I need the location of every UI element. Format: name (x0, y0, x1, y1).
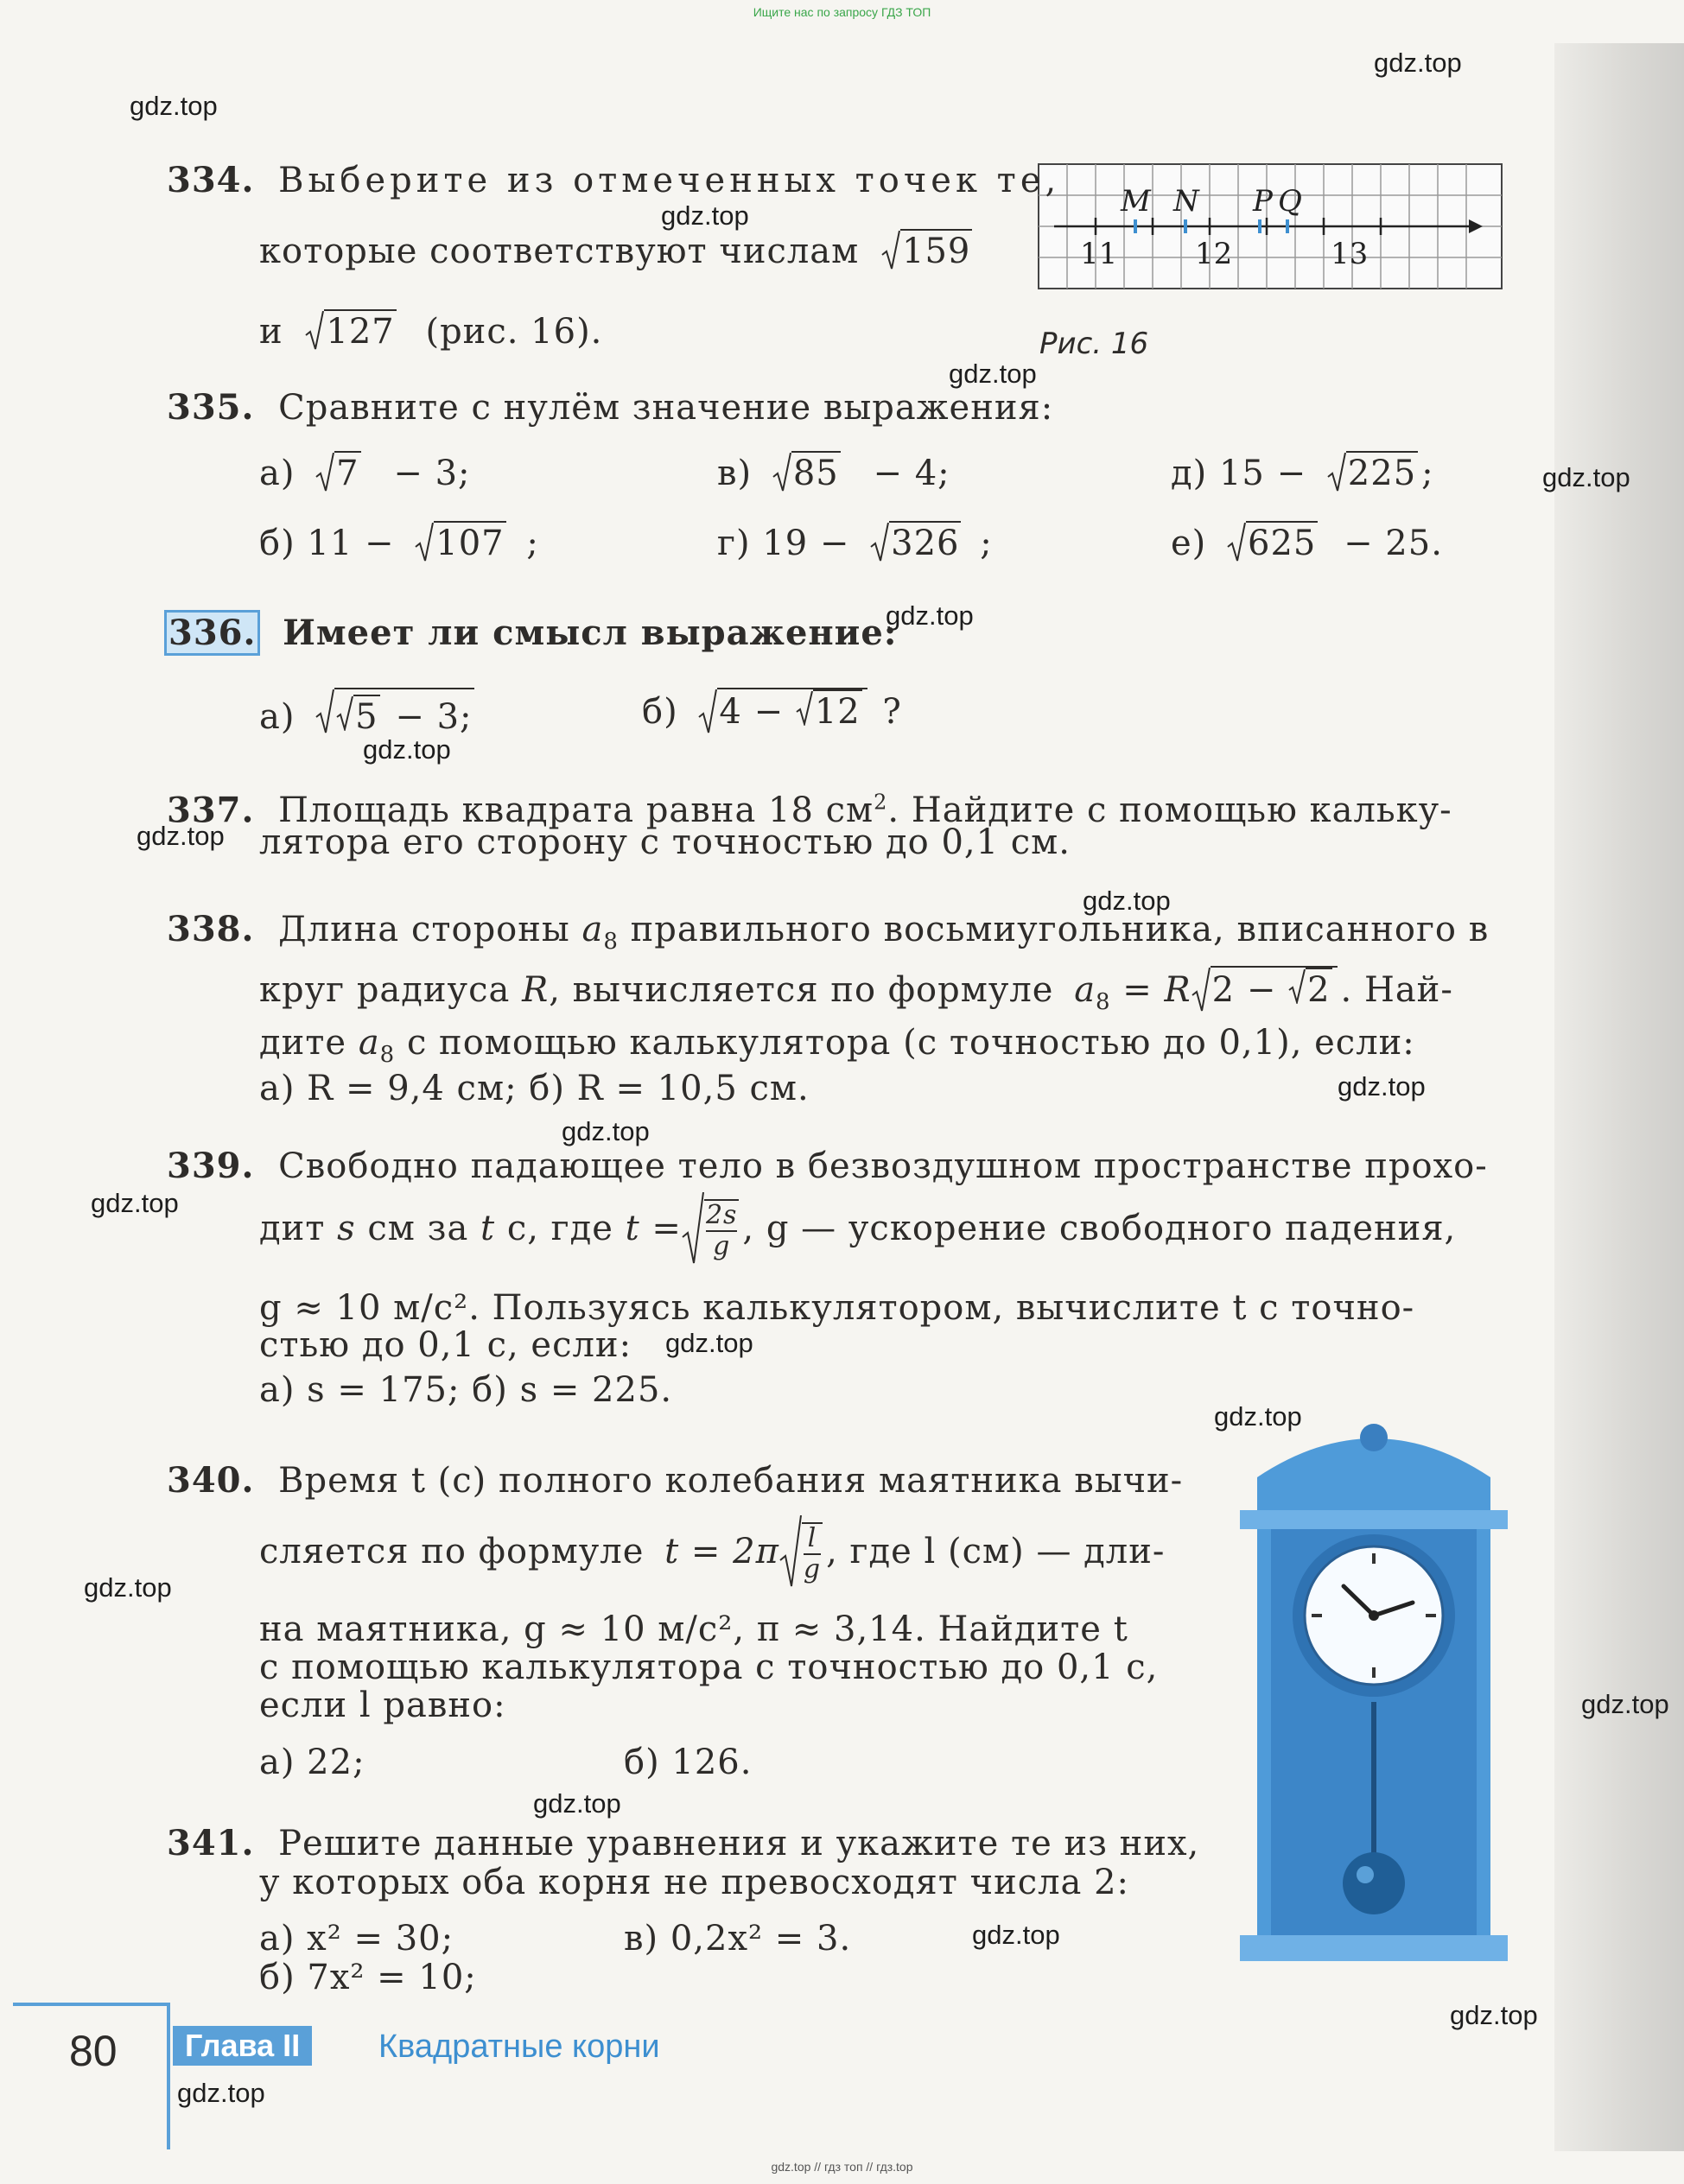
text: стью до 0,1 с, если: (259, 1325, 632, 1365)
text: Время t (с) полного колебания маятника вычи- (278, 1461, 1184, 1501)
text: (рис. 16). (425, 312, 603, 352)
text: , вычисляется по формуле (549, 970, 1054, 1010)
problem-number: 340. (167, 1460, 255, 1501)
problem-340-b (624, 1742, 752, 1783)
text: и (259, 312, 283, 352)
watermark: gdz.top (1374, 48, 1462, 78)
point-label: Q (1278, 184, 1302, 219)
problem-341-b (259, 1957, 477, 1998)
problem-340-line1 (167, 1460, 1183, 1502)
radicand: 326 (889, 521, 961, 564)
point-label: P (1253, 184, 1273, 219)
watermark: gdz.top (972, 1920, 1060, 1950)
watermark: gdz.top (130, 91, 218, 121)
text: дите (259, 1023, 347, 1063)
problem-334-line2 (259, 229, 975, 272)
problem-336-title (164, 613, 898, 654)
radicand: 127 (324, 309, 396, 352)
sqrt-326 (870, 521, 961, 564)
label: а) (259, 697, 295, 737)
sqrt-107 (415, 521, 505, 564)
sqrt-159 (881, 229, 972, 272)
problem-338-line4 (259, 1068, 810, 1109)
watermark: gdz.top (533, 1788, 621, 1819)
problem-335-e (1171, 521, 1443, 564)
radicand (717, 688, 867, 733)
subscript: 8 (603, 929, 619, 955)
text: а) x² = 30; (259, 1919, 454, 1959)
text: , где l (см) — дли- (826, 1532, 1166, 1571)
sqrt-fraction (779, 1523, 823, 1584)
subscript: 8 (379, 1042, 396, 1068)
watermark: gdz.top (84, 1572, 172, 1603)
text: − 3; (383, 697, 473, 737)
text: − 3; (393, 454, 471, 493)
label: в) (717, 454, 753, 493)
point-label: M (1121, 184, 1151, 219)
watermark: gdz.top (1581, 1689, 1669, 1719)
text: г) 19 − (717, 524, 850, 563)
problem-334-line3 (259, 309, 602, 352)
nested-sqrt-formula (1192, 966, 1338, 1011)
text: Выберите из отмеченных точек те, (278, 161, 1061, 200)
text: Длина стороны (278, 910, 570, 949)
watermark: gdz.top (1450, 2000, 1538, 2030)
watermark: gdz.top (665, 1328, 753, 1358)
denominator: g (803, 1554, 822, 1584)
text: с, где (506, 1209, 613, 1248)
label: а) (259, 454, 295, 493)
pendulum-clock-illustration (1240, 1417, 1508, 1970)
formula: t = 2π (664, 1532, 779, 1571)
text: у которых оба корня не превосходят числа 2: (259, 1863, 1130, 1902)
page-edge-shadow (1554, 43, 1684, 2151)
superscript: 2 (874, 790, 888, 815)
radicand: 85 (791, 451, 841, 494)
text: лятора его сторону с точностью до 0,1 см. (259, 822, 1071, 862)
text: Площадь квадрата равна 18 см (278, 790, 874, 831)
problem-334-line1 (167, 160, 1060, 201)
numerator: 2s (705, 1200, 738, 1230)
watermark: gdz.top (886, 600, 974, 631)
watermark: gdz.top (562, 1116, 650, 1146)
sqrt-127 (305, 309, 396, 352)
text: а) R = 9,4 см; б) R = 10,5 см. (259, 1069, 810, 1108)
problem-336-b (642, 688, 902, 733)
problem-339-line2 (259, 1200, 1457, 1261)
variable: a (581, 910, 604, 949)
watermark: gdz.top (949, 359, 1037, 389)
problem-number: 337. (167, 790, 255, 831)
watermark: gdz.top (1338, 1071, 1426, 1102)
chapter-title: Квадратные корни (378, 2028, 660, 2065)
label: е) (1171, 524, 1207, 563)
text: 2 − (1211, 970, 1289, 1010)
text: . Найдите с помощью кальку- (887, 790, 1452, 831)
problem-335-v (717, 451, 950, 494)
text: g ≈ 10 м/с². Пользуясь калькулятором, вычислите t с точно- (259, 1288, 1415, 1328)
header-note: Ищите нас по запросу ГДЗ ТОП (753, 5, 931, 19)
text: − 25. (1344, 524, 1443, 563)
problem-339-line4 (259, 1324, 632, 1366)
text: ; (526, 524, 539, 563)
radicand: 2 (1306, 968, 1331, 1011)
sqrt-225 (1327, 451, 1418, 494)
text: см за (367, 1209, 469, 1248)
text: Сравните с нулём значение выражения: (278, 388, 1054, 428)
watermark: gdz.top (137, 821, 225, 851)
page-number: 80 (69, 2027, 118, 2075)
text: с помощью калькулятора (с точностью до 0,1), если: (406, 1023, 1415, 1063)
text: Решите данные уравнения и укажите те из них, (278, 1824, 1200, 1863)
text: б) 11 − (259, 524, 395, 563)
text: с помощью калькулятора с точностью до 0,1 с, (259, 1648, 1159, 1687)
problem-337-line2 (259, 822, 1071, 863)
text: в) 0,2x² = 3. (624, 1919, 852, 1959)
subscript: 8 (1096, 989, 1111, 1015)
fraction (804, 1524, 821, 1584)
text: которые соответствуют числам (259, 232, 860, 271)
variable: R (522, 970, 550, 1010)
variable: a (358, 1023, 380, 1063)
text: , g — ускорение свободного падения, (742, 1209, 1457, 1248)
text: − 4; (873, 454, 950, 493)
text: если l равно: (259, 1686, 506, 1725)
problem-341-a (259, 1918, 454, 1959)
problem-335-a (259, 451, 471, 494)
radicand (334, 688, 473, 738)
text: . Най- (1340, 970, 1453, 1010)
text: д) 15 − (1171, 454, 1307, 493)
tick-label: 11 (1080, 237, 1118, 271)
text: а) 22; (259, 1743, 365, 1782)
numerator: l (807, 1523, 817, 1553)
text: 4 − (719, 692, 796, 732)
radicand: 12 (813, 689, 862, 733)
problem-number: 339. (167, 1146, 255, 1186)
problem-338-line2 (259, 966, 1453, 1023)
problem-339-line3 (259, 1287, 1414, 1329)
problem-340-line3 (259, 1609, 1128, 1650)
text: ? (870, 692, 902, 732)
radicand: 225 (1346, 451, 1418, 494)
problem-335-g (717, 521, 993, 564)
problem-number: 335. (167, 387, 255, 428)
inner-sqrt-12 (796, 689, 862, 733)
watermark: gdz.top (1542, 462, 1630, 492)
point-label: N (1173, 184, 1199, 219)
radicand (802, 1522, 823, 1584)
problem-340-a (259, 1742, 365, 1783)
inner-sqrt-5 (336, 695, 379, 738)
problem-340-line4 (259, 1647, 1158, 1688)
problem-340-line2 (259, 1523, 1166, 1584)
inner-sqrt-2 (1288, 968, 1331, 1011)
tick-label: 13 (1331, 237, 1369, 271)
formula: = R (1110, 970, 1192, 1010)
problem-335-d (1171, 451, 1434, 494)
watermark: gdz.top (363, 734, 451, 765)
text: а) s = 175; б) s = 225. (259, 1370, 673, 1410)
nested-sqrt-b (698, 688, 867, 733)
text: правильного восьмиугольника, вписанного в (630, 910, 1490, 949)
tick-label: 12 (1195, 237, 1233, 271)
footer-rule-vertical (167, 2003, 170, 2149)
footer-note: gdz.top // гдз топ // гдз.top (771, 2160, 913, 2174)
radicand (1211, 966, 1338, 1011)
variable: t (480, 1209, 496, 1248)
variable: s (337, 1209, 356, 1248)
sqrt-85 (772, 451, 841, 494)
sqrt-625 (1227, 521, 1318, 564)
radicand: 625 (1246, 521, 1318, 564)
problem-341-line2 (259, 1862, 1129, 1903)
radicand: 107 (434, 521, 505, 564)
text: дит (259, 1209, 326, 1248)
text: круг радиуса (259, 970, 511, 1010)
sqrt-7 (315, 451, 360, 494)
denominator: g (706, 1230, 737, 1261)
problem-335-title (167, 387, 1053, 429)
radicand: 159 (900, 229, 972, 272)
problem-number: 334. (167, 160, 255, 200)
watermark: gdz.top (1083, 886, 1171, 916)
label: б) (642, 692, 678, 732)
footer-rule (13, 2003, 168, 2006)
radicand (704, 1199, 739, 1261)
sqrt-fraction (682, 1200, 739, 1261)
watermark: gdz.top (661, 200, 749, 231)
formula: t = (625, 1209, 682, 1248)
radicand: 5 (353, 695, 379, 738)
problem-number: 341. (167, 1823, 255, 1863)
text: Имеет ли смысл выражение: (283, 613, 898, 653)
problem-340-line5 (259, 1685, 506, 1726)
text: б) 7x² = 10; (259, 1958, 477, 1997)
text: сляется по формуле (259, 1532, 645, 1571)
problem-341-v (624, 1918, 851, 1959)
problem-338-line1 (167, 909, 1489, 962)
figure-16-caption: Рис. 16 (1039, 327, 1149, 361)
text: на маятника, g ≈ 10 м/с², π ≈ 3,14. Найдите t (259, 1609, 1128, 1649)
text: Свободно падающее тело в безвоздушном пространстве прохо- (278, 1146, 1488, 1186)
text: б) 126. (624, 1743, 753, 1782)
problem-335-b (259, 521, 539, 564)
figure-16-number-line (1037, 162, 1503, 292)
watermark: gdz.top (177, 2078, 265, 2108)
radicand: 7 (334, 451, 360, 494)
text: ; (1421, 454, 1434, 493)
variable: a (1074, 970, 1096, 1010)
problem-339-line1 (167, 1146, 1488, 1187)
problem-341-line1 (167, 1823, 1199, 1864)
fraction (706, 1201, 737, 1261)
chapter-label: Глава II (173, 2026, 312, 2066)
watermark: gdz.top (91, 1188, 179, 1218)
text: ; (980, 524, 993, 563)
nested-sqrt-a (315, 688, 473, 738)
problem-number: 338. (167, 909, 255, 949)
problem-339-line5 (259, 1369, 672, 1411)
problem-336-a (259, 688, 478, 738)
watermark: gdz.top (1214, 1401, 1302, 1432)
problem-number-highlighted: 336. (164, 610, 260, 656)
